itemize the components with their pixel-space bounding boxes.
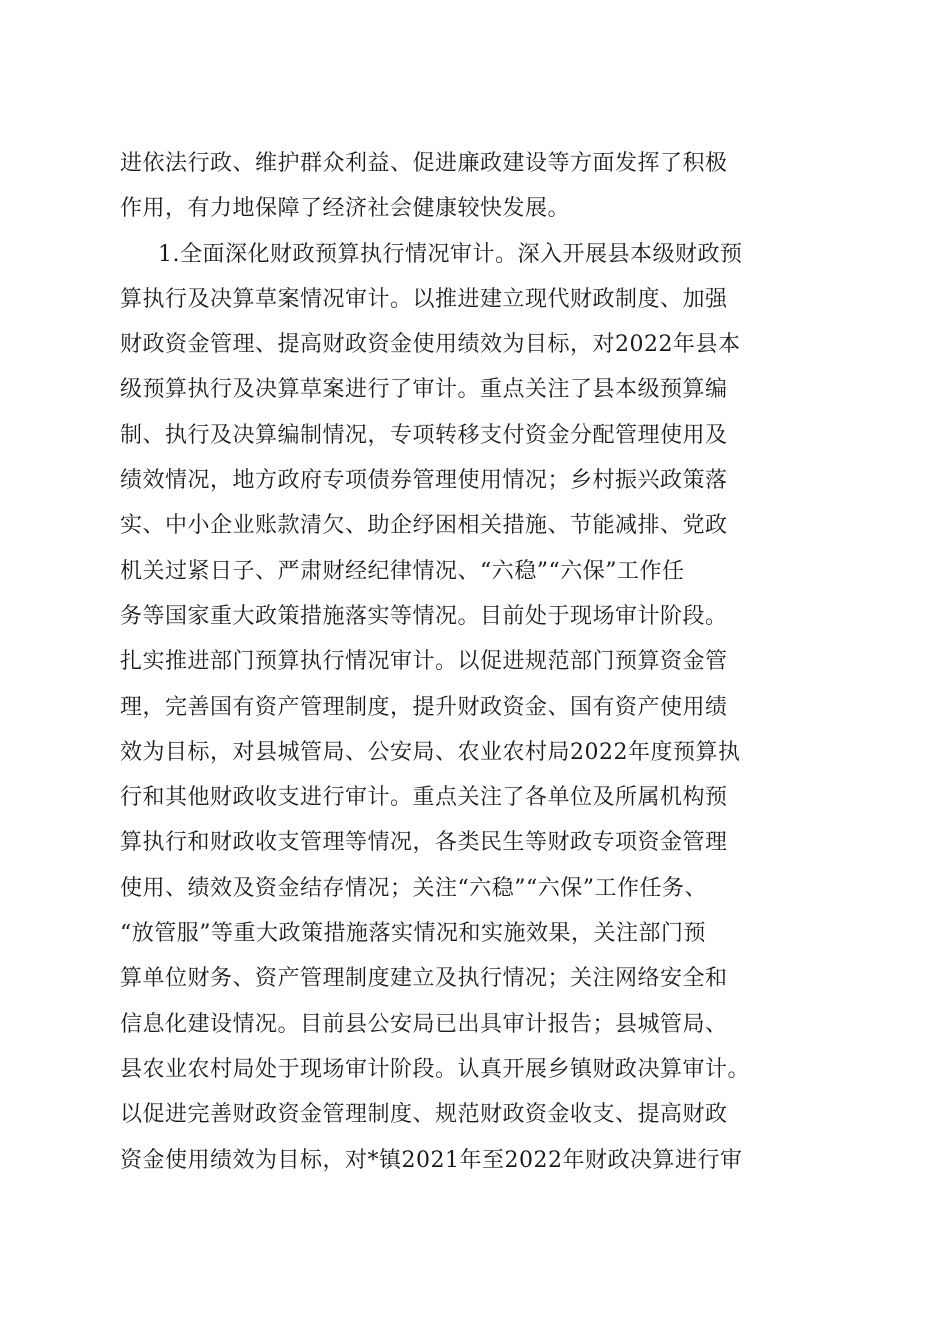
text-line: 财政资金管理、提高财政资金使用绩效为目标，对2022年县本	[120, 332, 741, 358]
text-line: 信息化建设情况。目前县公安局已出具审计报告；县城管局、	[120, 1011, 728, 1037]
text-line: 制、执行及决算编制情况，专项转移支付资金分配管理使用及	[120, 422, 728, 448]
text-line: 扎实推进部门预算执行情况审计。以促进规范部门预算资金管	[120, 649, 728, 675]
text-line: 务等国家重大政策措施落实等情况。目前处于现场审计阶段。	[120, 603, 728, 629]
text-line: 机关过紧日子、严肃财经纪律情况、“六稳”“六保”工作任	[120, 558, 685, 584]
text-line: 资金使用绩效为目标，对*镇2021年至2022年财政决算进行审	[120, 1147, 743, 1173]
text-line: 以促进完善财政资金管理制度、规范财政资金收支、提高财政	[120, 1102, 728, 1128]
text-line: 算执行和财政收支管理等情况，各类民生等财政专项资金管理	[120, 830, 728, 856]
text-line: 作用，有力地保障了经济社会健康较快发展。	[120, 196, 571, 222]
text-line: 级预算执行及决算草案进行了审计。重点关注了县本级预算编	[120, 377, 728, 403]
text-line: 进依法行政、维护群众利益、促进廉政建设等方面发挥了积极	[120, 151, 728, 176]
text-line: 县农业农村局处于现场审计阶段。认真开展乡镇财政决算审计。	[120, 1056, 751, 1082]
text-line: 算单位财务、资产管理制度建立及执行情况；关注网络安全和	[120, 966, 728, 992]
text-line: 理，完善国有资产管理制度，提升财政资金、国有资产使用绩	[120, 694, 728, 720]
text-line: 算执行及决算草案情况审计。以推进建立现代财政制度、加强	[120, 286, 728, 312]
text-line: 绩效情况，地方政府专项债券管理使用情况；乡村振兴政策落	[120, 468, 728, 494]
section-heading-line: 1.全面深化财政预算执行情况审计。深入开展县本级财政预	[158, 241, 743, 267]
text-line: 实、中小企业账款清欠、助企纾困相关措施、节能减排、党政	[120, 513, 728, 539]
text-line: 行和其他财政收支进行审计。重点关注了各单位及所属机构预	[120, 785, 728, 811]
text-line: 效为目标，对县城管局、公安局、农业农村局2022年度预算执	[120, 739, 741, 765]
body-text	[120, 141, 840, 1183]
text-line: 使用、绩效及资金结存情况；关注“六稳”“六保”工作任务、	[120, 875, 707, 901]
text-line: “放管服”等重大政策措施落实情况和实施效果，关注部门预	[120, 921, 706, 947]
